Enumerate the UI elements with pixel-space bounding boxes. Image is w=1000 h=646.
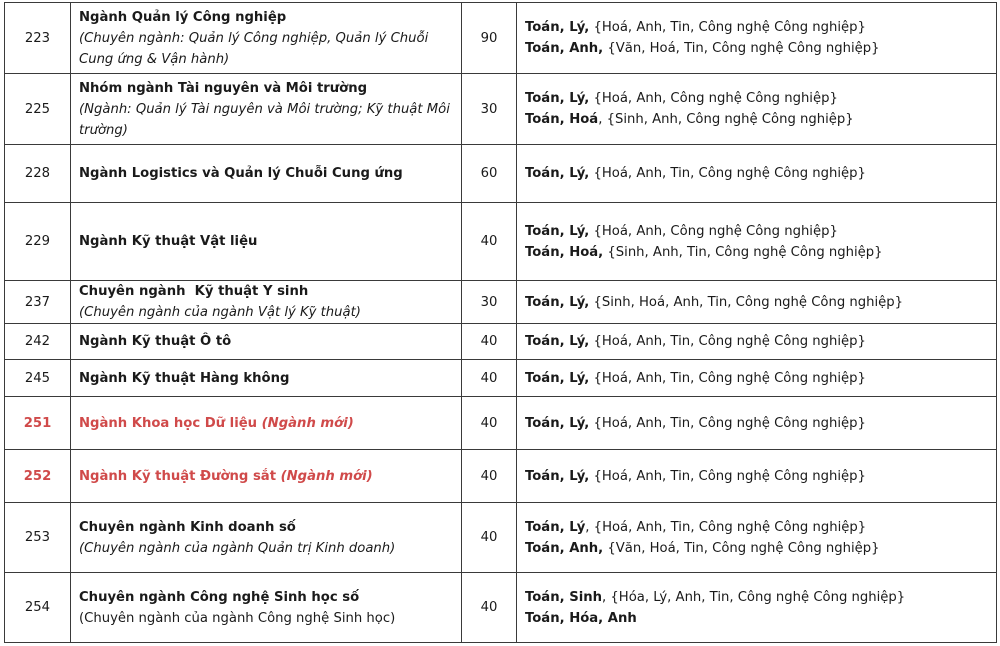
major-code: 228	[5, 145, 71, 203]
combo-options: {Sinh, Hoá, Anh, Tin, Công nghệ Công nghiệp}	[589, 294, 904, 310]
combo-fixed: Toán, Lý,	[525, 294, 590, 310]
combo-fixed: Toán, Anh,	[525, 540, 604, 556]
combo-options: , {Hoá, Anh, Tin, Công nghệ Công nghiệp}	[585, 519, 867, 535]
major-name-text: Ngành Khoa học Dữ liệu	[79, 415, 262, 431]
combo-fixed: Toán, Sinh	[525, 589, 602, 605]
major-code: 245	[5, 360, 71, 397]
combo-options: {Văn, Hoá, Tin, Công nghệ Công nghiệp}	[603, 540, 880, 556]
major-name-cell	[71, 74, 462, 145]
combo-fixed: Toán, Lý,	[525, 91, 590, 106]
combo-fixed: Toán, Lý,	[525, 20, 590, 35]
quota: 40	[462, 450, 517, 503]
combo-line	[525, 38, 988, 59]
subject-combos	[517, 397, 997, 450]
major-name-cell	[71, 503, 462, 573]
combo-fixed: Toán, Hoá,	[525, 244, 604, 260]
table-row	[5, 3, 997, 74]
quota: 40	[462, 203, 517, 281]
major-subtitle: (Chuyên ngành: Quản lý Công nghiệp, Quản lý Chuỗi Cung ứng & Vận hành)	[79, 30, 429, 67]
combo-options: {Hoá, Anh, Tin, Công nghệ Công nghiệp}	[589, 166, 866, 181]
major-name-cell	[71, 145, 462, 203]
subject-combos	[517, 203, 997, 281]
major-subtitle: (Chuyên ngành của ngành Công nghệ Sinh học)	[79, 610, 396, 626]
major-code: 223	[5, 3, 71, 74]
major-name: Ngành Logistics và Quản lý Chuỗi Cung ứng	[79, 166, 403, 181]
new-major-tag: (Ngành mới)	[261, 415, 354, 431]
subject-combos	[517, 360, 997, 397]
combo-fixed: Toán, Lý,	[525, 334, 590, 349]
subject-combos	[517, 450, 997, 503]
table-row	[5, 573, 997, 643]
major-name: Chuyên ngành Kinh doanh số	[79, 519, 296, 535]
major-name-cell	[71, 360, 462, 397]
combo-line	[525, 17, 988, 38]
table-row	[5, 74, 997, 145]
combo-line	[525, 413, 988, 434]
subject-combos	[517, 281, 997, 324]
major-name-cell	[71, 281, 462, 324]
major-name-cell	[71, 203, 462, 281]
combo-line	[525, 466, 988, 487]
combo-fixed: Toán, Lý,	[525, 468, 590, 484]
combo-line	[525, 242, 988, 263]
table-row	[5, 324, 997, 360]
quota: 40	[462, 360, 517, 397]
combo-line	[525, 538, 988, 559]
subject-combos	[517, 3, 997, 74]
major-name: Ngành Kỹ thuật Ô tô	[79, 334, 232, 349]
combo-line	[525, 292, 988, 313]
major-subtitle: (Chuyên ngành của ngành Vật lý Kỹ thuật)	[79, 305, 361, 320]
table-row	[5, 360, 997, 397]
combo-options: {Hoá, Anh, Tin, Công nghệ Công nghiệp}	[589, 415, 866, 431]
table-row	[5, 281, 997, 324]
major-code: 251	[5, 397, 71, 450]
quota: 40	[462, 397, 517, 450]
quota: 90	[462, 3, 517, 74]
combo-options: {Hoá, Anh, Tin, Công nghệ Công nghiệp}	[589, 334, 866, 349]
combo-fixed: Toán, Anh,	[525, 41, 604, 56]
major-name: Chuyên ngành Kỹ thuật Y sinh	[79, 284, 309, 299]
combo-options: , {Sinh, Anh, Công nghệ Công nghiệp}	[598, 112, 854, 127]
combo-fixed: Toán, Lý,	[525, 370, 590, 386]
major-name-text: Ngành Kỹ thuật Đường sắt	[79, 468, 281, 484]
quota: 40	[462, 324, 517, 360]
combo-fixed: Toán, Hoá	[525, 112, 599, 127]
subject-combos	[517, 324, 997, 360]
new-major-tag: (Ngành mới)	[280, 468, 373, 484]
major-name: Nhóm ngành Tài nguyên và Môi trường	[79, 80, 368, 96]
major-name-cell	[71, 3, 462, 74]
major-name: Ngành Quản lý Công nghiệp	[79, 9, 287, 25]
major-subtitle: (Ngành: Quản lý Tài nguyên và Môi trường; Kỹ thuật Môi trường)	[79, 101, 450, 138]
major-code: 242	[5, 324, 71, 360]
major-subtitle: (Chuyên ngành của ngành Quản trị Kinh doanh)	[79, 540, 396, 556]
major-name	[79, 413, 453, 434]
combo-options: {Hoá, Anh, Công nghệ Công nghiệp}	[589, 91, 838, 106]
combo-line	[525, 587, 988, 608]
subject-combos	[517, 573, 997, 643]
combo-line	[525, 517, 988, 538]
combo-fixed: Toán, Lý	[525, 519, 586, 535]
major-name-cell	[71, 450, 462, 503]
combo-options: {Hoá, Anh, Tin, Công nghệ Công nghiệp}	[589, 370, 866, 386]
combo-options: {Hoá, Anh, Công nghệ Công nghiệp}	[589, 223, 838, 239]
major-name	[79, 466, 453, 487]
major-code: 253	[5, 503, 71, 573]
combo-line	[525, 109, 988, 130]
table-row-new-major	[5, 450, 997, 503]
quota: 30	[462, 74, 517, 145]
combo-line	[525, 608, 988, 629]
table-row	[5, 145, 997, 203]
major-code: 225	[5, 74, 71, 145]
combo-options: , {Hóa, Lý, Anh, Tin, Công nghệ Công nghiệp}	[602, 589, 906, 605]
major-name: Ngành Kỹ thuật Hàng không	[79, 370, 290, 386]
combo-options: {Hoá, Anh, Tin, Công nghệ Công nghiệp}	[589, 468, 866, 484]
quota: 40	[462, 503, 517, 573]
subject-combos	[517, 74, 997, 145]
table-row	[5, 203, 997, 281]
quota: 40	[462, 573, 517, 643]
major-name-cell	[71, 324, 462, 360]
majors-table	[4, 2, 997, 643]
combo-line	[525, 163, 988, 184]
combo-line	[525, 221, 988, 242]
major-code: 229	[5, 203, 71, 281]
combo-fixed: Toán, Lý,	[525, 415, 590, 431]
major-code: 237	[5, 281, 71, 324]
combo-options: {Văn, Hoá, Tin, Công nghệ Công nghiệp}	[603, 41, 880, 56]
subject-combos	[517, 145, 997, 203]
combo-fixed: Toán, Hóa, Anh	[525, 610, 637, 626]
combo-line	[525, 368, 988, 389]
quota: 30	[462, 281, 517, 324]
combo-fixed: Toán, Lý,	[525, 166, 590, 181]
table-row	[5, 503, 997, 573]
major-name: Ngành Kỹ thuật Vật liệu	[79, 234, 258, 249]
major-name-cell	[71, 397, 462, 450]
combo-options: {Hoá, Anh, Tin, Công nghệ Công nghiệp}	[589, 20, 866, 35]
major-name: Chuyên ngành Công nghệ Sinh học số	[79, 589, 360, 605]
quota: 60	[462, 145, 517, 203]
combo-fixed: Toán, Lý,	[525, 223, 590, 239]
subject-combos	[517, 503, 997, 573]
major-code: 254	[5, 573, 71, 643]
major-code: 252	[5, 450, 71, 503]
table-row-new-major	[5, 397, 997, 450]
major-name-cell	[71, 573, 462, 643]
combo-line	[525, 331, 988, 352]
combo-options: {Sinh, Anh, Tin, Công nghệ Công nghiệp}	[603, 244, 883, 260]
combo-line	[525, 88, 988, 109]
